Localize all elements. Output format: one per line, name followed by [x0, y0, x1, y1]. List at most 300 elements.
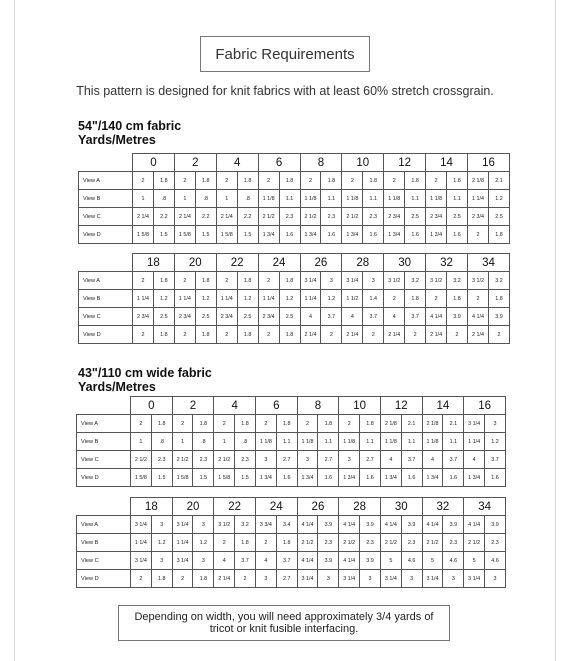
yards-cell: 1 3/4	[464, 469, 485, 487]
metres-cell: 3	[318, 570, 339, 588]
yards-cell: 2 1/4	[468, 326, 489, 344]
metres-cell: 2.3	[151, 451, 172, 469]
size-header-12: 12	[384, 154, 426, 172]
page-title: Fabric Requirements	[200, 36, 370, 72]
metres-cell: 3.7	[235, 552, 256, 570]
metres-cell: 1.8	[405, 290, 426, 308]
metres-cell: 1.8	[279, 272, 300, 290]
metres-cell: 1.5	[237, 226, 258, 244]
yards-cell: 2 1/4	[133, 208, 154, 226]
table-row	[79, 308, 510, 326]
metres-cell: 2.5	[447, 208, 468, 226]
metres-cell: 3.7	[485, 451, 506, 469]
yards-cell: 2	[133, 272, 154, 290]
yards-cell: 2	[339, 415, 360, 433]
size-header-28: 28	[339, 498, 381, 516]
yards-cell: 1 1/8	[426, 190, 447, 208]
metres-cell: 2.1	[443, 415, 464, 433]
interfacing-note: Depending on width, you will need approximately 3/4 yards of tricot or knit fusible interfacing.	[118, 605, 450, 641]
yards-cell: 1 3/4	[342, 226, 363, 244]
section-heading-54in-line1: 54"/140 cm fabric	[78, 119, 182, 133]
yards-cell: 1 1/4	[216, 290, 237, 308]
fabric-table-54in-sizes-0-16	[78, 153, 510, 244]
row-label: View C	[79, 208, 133, 226]
size-header-20: 20	[172, 498, 214, 516]
metres-cell: 3	[193, 552, 214, 570]
metres-cell: 2.5	[237, 308, 258, 326]
row-label: View D	[79, 226, 133, 244]
table-row	[77, 570, 506, 588]
yards-cell: 4	[380, 451, 401, 469]
metres-cell: 3	[443, 570, 464, 588]
row-label: View B	[77, 433, 131, 451]
metres-cell: 1.8	[318, 415, 339, 433]
metres-cell: 3.7	[443, 451, 464, 469]
size-header-20: 20	[174, 254, 216, 272]
yards-cell: 2 1/4	[174, 208, 195, 226]
metres-cell: 3	[193, 516, 214, 534]
metres-cell: 1.8	[153, 326, 174, 344]
metres-cell: 3.7	[321, 308, 342, 326]
metres-cell: 3	[151, 552, 172, 570]
yards-cell: 1 1/8	[297, 433, 318, 451]
metres-cell: 1.1	[401, 433, 422, 451]
table-row	[79, 326, 510, 344]
metres-cell: 2.1	[488, 172, 509, 190]
size-header-10: 10	[342, 154, 384, 172]
yards-cell: 2	[426, 172, 447, 190]
metres-cell: 2.3	[363, 208, 384, 226]
fabric-table-54in-sizes-18-34	[78, 253, 510, 344]
metres-cell: 3.7	[405, 308, 426, 326]
size-header-14: 14	[426, 154, 468, 172]
yards-cell: 4 1/4	[297, 516, 318, 534]
yards-cell: 1 5/8	[133, 226, 154, 244]
size-header-12: 12	[380, 397, 422, 415]
section-heading-43in-line2: Yards/Metres	[78, 380, 156, 394]
yards-cell: 3 1/4	[380, 570, 401, 588]
metres-cell: .8	[235, 433, 256, 451]
metres-cell: 3.9	[447, 308, 468, 326]
metres-cell: 2	[363, 326, 384, 344]
yards-cell: 1 1/8	[258, 190, 279, 208]
metres-cell: 1.4	[363, 290, 384, 308]
size-header-30: 30	[384, 254, 426, 272]
metres-cell: 1.5	[153, 226, 174, 244]
yards-cell: 2	[214, 415, 235, 433]
metres-cell: 2	[488, 326, 509, 344]
yards-cell: 4	[384, 308, 405, 326]
yards-cell: 1 3/4	[297, 469, 318, 487]
yards-cell: 1 5/8	[174, 226, 195, 244]
yards-cell: 3 1/2	[384, 272, 405, 290]
metres-cell: 2	[447, 326, 468, 344]
yards-cell: 3 1/4	[422, 570, 443, 588]
yards-cell: 3 1/4	[464, 570, 485, 588]
yards-cell: 2	[384, 290, 405, 308]
yards-cell: 2 1/2	[300, 208, 321, 226]
metres-cell: 1.2	[237, 290, 258, 308]
yards-cell: 1 3/4	[426, 226, 447, 244]
yards-cell: 4	[342, 308, 363, 326]
yards-cell: 5	[422, 552, 443, 570]
yards-cell: 2 1/2	[131, 451, 152, 469]
yards-cell: 2	[255, 415, 276, 433]
yards-cell: 1 5/8	[214, 469, 235, 487]
yards-cell: 1 1/8	[380, 433, 401, 451]
yards-cell: 1 1/8	[255, 433, 276, 451]
table-row	[79, 290, 510, 308]
metres-cell: 2.3	[401, 534, 422, 552]
metres-cell: 2.3	[321, 208, 342, 226]
size-header-row	[77, 397, 506, 415]
row-label: View A	[79, 272, 133, 290]
yards-cell: 1 5/8	[131, 469, 152, 487]
metres-cell: 1.2	[488, 190, 509, 208]
size-header-34: 34	[468, 254, 510, 272]
yards-cell: 2 3/4	[133, 308, 154, 326]
metres-cell: 2.5	[279, 308, 300, 326]
table-row	[77, 433, 506, 451]
metres-cell: 1.8	[193, 570, 214, 588]
yards-cell: 1 3/4	[300, 226, 321, 244]
yards-cell: 4 1/4	[468, 308, 489, 326]
intro-text: This pattern is designed for knit fabrics with at least 60% stretch crossgrain.	[76, 84, 494, 98]
size-header-32: 32	[422, 498, 464, 516]
yards-cell: 2 3/4	[426, 208, 447, 226]
row-label: View C	[77, 451, 131, 469]
row-label: View B	[79, 190, 133, 208]
table-row	[77, 415, 506, 433]
metres-cell: 3	[151, 516, 172, 534]
table-row	[77, 469, 506, 487]
metres-cell: 3.2	[488, 272, 509, 290]
metres-cell: 2.3	[279, 208, 300, 226]
metres-cell: 3.9	[360, 516, 381, 534]
metres-cell: 2.1	[401, 415, 422, 433]
metres-cell: 1.8	[151, 415, 172, 433]
size-header-4: 4	[216, 154, 258, 172]
metres-cell: 1.8	[488, 290, 509, 308]
size-header-6: 6	[255, 397, 297, 415]
yards-cell: 3 1/2	[468, 272, 489, 290]
yards-cell: 2	[258, 272, 279, 290]
yards-cell: 2 1/8	[422, 415, 443, 433]
yards-cell: 2	[172, 570, 193, 588]
metres-cell: 3	[363, 272, 384, 290]
yards-cell: 3	[255, 451, 276, 469]
metres-cell: 3.9	[318, 552, 339, 570]
size-header-0: 0	[133, 154, 175, 172]
yards-cell: 2 1/4	[384, 326, 405, 344]
size-header-6: 6	[258, 154, 300, 172]
yards-cell: 1 5/8	[172, 469, 193, 487]
size-header-24: 24	[255, 498, 297, 516]
metres-cell: 3	[321, 272, 342, 290]
yards-cell: 4 1/4	[339, 516, 360, 534]
size-header-row	[79, 154, 510, 172]
yards-cell: 1 3/4	[255, 469, 276, 487]
metres-cell: 1.1	[360, 433, 381, 451]
size-header-8: 8	[300, 154, 342, 172]
metres-cell: 2.3	[485, 534, 506, 552]
yards-cell: 1 3/4	[380, 469, 401, 487]
yards-cell: 2 1/2	[297, 534, 318, 552]
yards-cell: 2 1/8	[380, 415, 401, 433]
metres-cell: 1.6	[363, 226, 384, 244]
yards-cell: 3 1/4	[131, 552, 152, 570]
yards-cell: 4	[300, 308, 321, 326]
metres-cell: 2.2	[237, 208, 258, 226]
metres-cell: 2.5	[153, 308, 174, 326]
metres-cell: 1.8	[153, 272, 174, 290]
table-row	[77, 534, 506, 552]
yards-cell: 2 3/4	[258, 308, 279, 326]
page-left-edge	[14, 0, 15, 661]
yards-cell: 2	[174, 272, 195, 290]
metres-cell: 1.5	[195, 226, 216, 244]
yards-cell: 4 1/4	[339, 552, 360, 570]
metres-cell: 1.8	[193, 415, 214, 433]
yards-cell: 2	[216, 172, 237, 190]
metres-cell: 2	[321, 326, 342, 344]
yards-cell: 2 1/2	[258, 208, 279, 226]
yards-cell: 1 1/4	[174, 290, 195, 308]
yards-cell: 2	[468, 226, 489, 244]
size-header-4: 4	[214, 397, 256, 415]
yards-cell: 5	[464, 552, 485, 570]
yards-cell: 3 1/4	[172, 552, 193, 570]
yards-cell: 2 1/2	[172, 451, 193, 469]
yards-cell: 2	[216, 272, 237, 290]
yards-cell: 2 1/2	[380, 534, 401, 552]
metres-cell: 1.8	[195, 172, 216, 190]
size-header-26: 26	[300, 254, 342, 272]
yards-cell: 2	[131, 415, 152, 433]
metres-cell: 4.6	[401, 552, 422, 570]
yards-cell: 2	[468, 290, 489, 308]
metres-cell: 3.9	[485, 516, 506, 534]
yards-cell: 2 1/4	[214, 570, 235, 588]
yards-cell: 4	[464, 451, 485, 469]
metres-cell: 1.5	[193, 469, 214, 487]
metres-cell: 1.6	[447, 226, 468, 244]
yards-cell: 1	[131, 433, 152, 451]
metres-cell: 1.1	[276, 433, 297, 451]
metres-cell: .8	[151, 433, 172, 451]
metres-cell: 1.6	[321, 226, 342, 244]
metres-cell: 2.7	[318, 451, 339, 469]
yards-cell: 4 1/4	[426, 308, 447, 326]
yards-cell: 2 3/4	[384, 208, 405, 226]
yards-cell: 2 1/2	[339, 534, 360, 552]
yards-cell: 1 1/8	[339, 433, 360, 451]
metres-cell: 1.8	[321, 172, 342, 190]
yards-cell: 1 1/4	[172, 534, 193, 552]
metres-cell: 1.8	[235, 534, 256, 552]
yards-cell: 4	[422, 451, 443, 469]
metres-cell: 2.2	[195, 208, 216, 226]
metres-cell: 3	[485, 570, 506, 588]
metres-cell: 3.7	[401, 451, 422, 469]
section-heading-54in-line2: Yards/Metres	[78, 133, 156, 147]
metres-cell: 1.6	[279, 226, 300, 244]
metres-cell: 1.2	[321, 290, 342, 308]
metres-cell: 2.3	[360, 534, 381, 552]
yards-cell: 3	[339, 451, 360, 469]
row-label: View C	[79, 308, 133, 326]
yards-cell: 2	[297, 415, 318, 433]
yards-cell: 2	[255, 534, 276, 552]
metres-cell: 3.2	[235, 516, 256, 534]
yards-cell: 2 3/4	[216, 308, 237, 326]
yards-cell: 4	[214, 552, 235, 570]
yards-cell: 1	[174, 190, 195, 208]
yards-cell: 1 3/4	[422, 469, 443, 487]
table-row	[79, 172, 510, 190]
yards-cell: 2	[384, 172, 405, 190]
yards-cell: 3 1/4	[297, 570, 318, 588]
metres-cell: .8	[237, 190, 258, 208]
yards-cell: 2	[258, 172, 279, 190]
size-header-16: 16	[464, 397, 506, 415]
metres-cell: 1.8	[405, 172, 426, 190]
metres-cell: 3.4	[276, 516, 297, 534]
row-label: View B	[77, 534, 131, 552]
yards-cell: 1 1/4	[464, 433, 485, 451]
size-header-22: 22	[216, 254, 258, 272]
metres-cell: 1.2	[151, 534, 172, 552]
metres-cell: 2.2	[153, 208, 174, 226]
yards-cell: 2	[133, 326, 154, 344]
header-corner	[79, 254, 133, 272]
metres-cell: 1.6	[485, 469, 506, 487]
section-heading-54in	[78, 119, 181, 147]
size-header-10: 10	[339, 397, 381, 415]
metres-cell: 1.8	[447, 172, 468, 190]
metres-cell: 1.8	[279, 172, 300, 190]
yards-cell: 2 1/2	[342, 208, 363, 226]
metres-cell: 2	[235, 570, 256, 588]
metres-cell: 1.2	[195, 290, 216, 308]
fabric-table-43in-sizes-18-34	[76, 497, 506, 588]
size-header-18: 18	[131, 498, 173, 516]
metres-cell: 1.8	[279, 326, 300, 344]
metres-cell: .8	[195, 190, 216, 208]
metres-cell: 3.7	[363, 308, 384, 326]
metres-cell: 3	[360, 570, 381, 588]
yards-cell: 2 3/4	[468, 208, 489, 226]
yards-cell: 2	[133, 172, 154, 190]
metres-cell: 1.8	[276, 534, 297, 552]
metres-cell: 3.7	[276, 552, 297, 570]
yards-cell: 2 1/8	[468, 172, 489, 190]
metres-cell: 2.3	[193, 451, 214, 469]
page-right-edge	[555, 0, 556, 661]
yards-cell: 2 3/4	[174, 308, 195, 326]
metres-cell: 1.5	[151, 469, 172, 487]
table-row	[79, 208, 510, 226]
yards-cell: 2	[300, 172, 321, 190]
metres-cell: 1.2	[193, 534, 214, 552]
metres-cell: 1.8	[447, 290, 468, 308]
metres-cell: 2.5	[405, 208, 426, 226]
metres-cell: 1.6	[405, 226, 426, 244]
yards-cell: 1 1/4	[131, 534, 152, 552]
metres-cell: 2.3	[318, 534, 339, 552]
size-header-24: 24	[258, 254, 300, 272]
yards-cell: 3	[255, 570, 276, 588]
yards-cell: 5	[380, 552, 401, 570]
yards-cell: 2	[172, 415, 193, 433]
yards-cell: 3 1/2	[426, 272, 447, 290]
table-row	[79, 190, 510, 208]
metres-cell: 1.8	[488, 226, 509, 244]
metres-cell: 3.2	[447, 272, 468, 290]
yards-cell: 3 1/4	[464, 415, 485, 433]
metres-cell: 1.6	[401, 469, 422, 487]
yards-cell: 1 1/8	[342, 190, 363, 208]
metres-cell: 3.9	[401, 516, 422, 534]
metres-cell: 1.5	[235, 469, 256, 487]
row-label: View A	[77, 516, 131, 534]
size-header-2: 2	[172, 397, 214, 415]
yards-cell: 2	[258, 326, 279, 344]
metres-cell: 1.8	[237, 326, 258, 344]
metres-cell: 1.2	[279, 290, 300, 308]
yards-cell: 1 1/8	[384, 190, 405, 208]
yards-cell: 3 3/4	[255, 516, 276, 534]
metres-cell: 2	[405, 326, 426, 344]
section-heading-43in-line1: 43"/110 cm wide fabric	[78, 366, 212, 380]
yards-cell: 3 1/4	[131, 516, 152, 534]
yards-cell: 4 1/4	[464, 516, 485, 534]
metres-cell: 1.6	[318, 469, 339, 487]
table-row	[77, 516, 506, 534]
metres-cell: 1.2	[153, 290, 174, 308]
size-header-30: 30	[380, 498, 422, 516]
yards-cell: 1	[172, 433, 193, 451]
yards-cell: 2	[426, 290, 447, 308]
yards-cell: 1 5/8	[216, 226, 237, 244]
yards-cell: 3 1/4	[339, 570, 360, 588]
metres-cell: 3.9	[443, 516, 464, 534]
yards-cell: 1 1/4	[133, 290, 154, 308]
yards-cell: 1 3/4	[258, 226, 279, 244]
header-corner	[79, 154, 133, 172]
size-header-row	[79, 254, 510, 272]
metres-cell: 1.1	[447, 190, 468, 208]
size-header-16: 16	[468, 154, 510, 172]
metres-cell: 3.9	[360, 552, 381, 570]
metres-cell: 1.1	[363, 190, 384, 208]
metres-cell: 1.6	[360, 469, 381, 487]
metres-cell: 1.1	[321, 190, 342, 208]
yards-cell: 1 1/8	[422, 433, 443, 451]
metres-cell: 1.8	[237, 172, 258, 190]
yards-cell: 2	[342, 172, 363, 190]
yards-cell: 4 1/4	[380, 516, 401, 534]
yards-cell: 1 1/2	[342, 290, 363, 308]
size-header-18: 18	[133, 254, 175, 272]
yards-cell: 1	[216, 190, 237, 208]
size-header-14: 14	[422, 397, 464, 415]
yards-cell: 1 1/8	[300, 190, 321, 208]
metres-cell: 1.1	[443, 433, 464, 451]
metres-cell: 2.7	[276, 451, 297, 469]
yards-cell: 1 1/4	[300, 290, 321, 308]
metres-cell: 3.2	[405, 272, 426, 290]
